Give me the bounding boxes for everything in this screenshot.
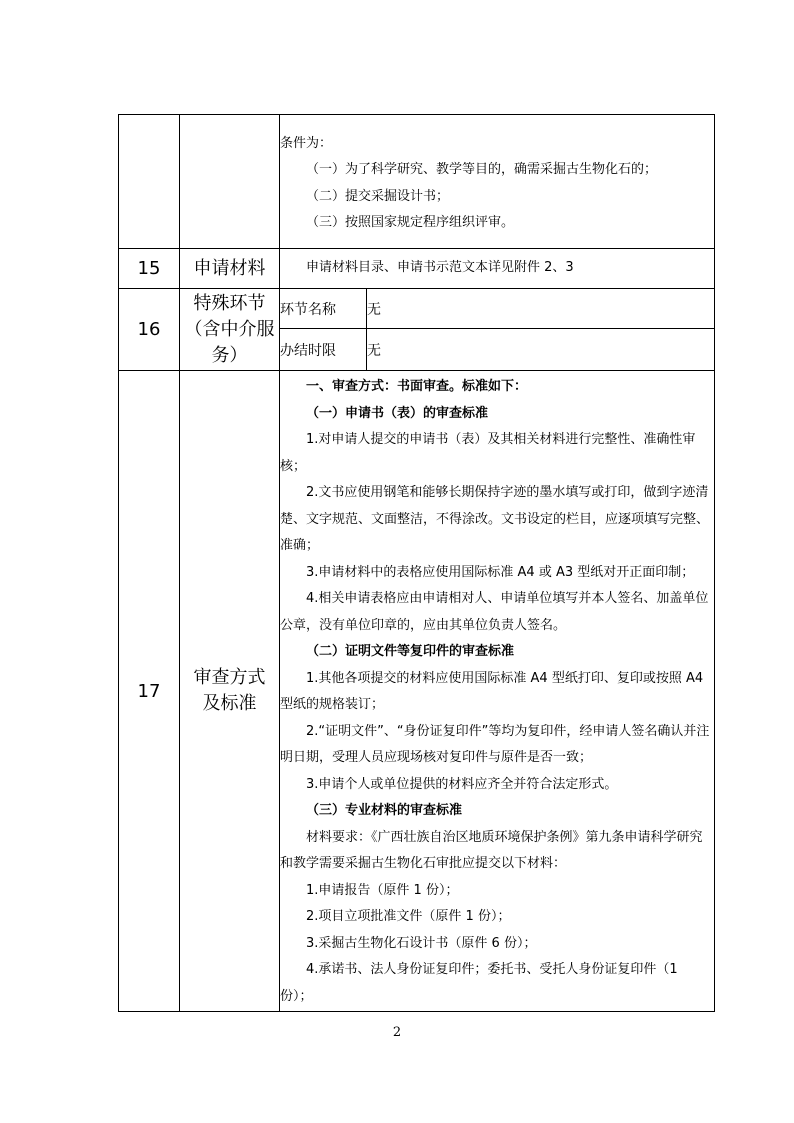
text-line: 1.其他各项提交的材料应使用国际标准 A4 型纸打印、复印或按照 A4 型纸的规格装订； [280,670,704,712]
title-line: 务） [211,344,248,366]
subsection-heading: （一）申请书（表）的审查标准 [306,405,489,421]
sub-value: 无 [367,329,715,371]
text-line: 2.项目立项批准文件（原件 1 份）； [306,909,511,924]
title-line: 特殊环节 [193,292,266,314]
row-title [180,371,280,1012]
row-16-a [119,289,715,329]
text-line: （一）为了科学研究、教学等目的，确需采掘古生物化石的； [306,162,658,177]
text-line: 条件为： [280,135,333,151]
text-line: （二）提交采掘设计书； [306,188,450,204]
text-line: 3.申请个人或单位提供的材料应齐全并符合法定形式。 [306,776,618,792]
row-17-content [280,371,715,1012]
row-15-content [280,249,715,289]
row-title [180,289,280,371]
sub-label: 环节名称 [280,289,367,329]
text-line: 3.申请材料中的表格应使用国际标准 A4 或 A3 型纸对开正面印制； [306,564,695,580]
row-14-content [280,115,715,249]
text-line: （三）按照国家规定程序组织评审。 [306,215,515,230]
section-heading: 一、审查方式：书面审查。标准如下： [306,379,528,394]
service-guide-table [118,114,715,1012]
row-17 [119,371,715,1012]
title-line: 审查方式 [193,667,266,688]
row-14-continuation [119,115,715,249]
text-line: 1.申请报告（原件 1 份）； [306,882,459,898]
row-number: 16 [119,289,180,371]
row-title: 申请材料 [180,249,280,289]
text-line: 材料要求：《广西壮族自治区地质环境保护条例》第九条申请科学研究和教学需要采掘古生物化石审批应提交以下材料： [280,829,703,871]
text-line: 2.“证明文件”、“身份证复印件”等均为复印件，经申请人签名确认并注明日期，受理人员应现场核对复印件与原件是否一致； [280,723,710,765]
text-line: 1.对申请人提交的申请书（表）及其相关材料进行完整性、准确性审核； [280,432,696,474]
text-line: 2.文书应使用钢笔和能够长期保持字迹的墨水填写或打印，做到字迹清楚、文字规范、文面整洁，不得涂改。文书设定的栏目，应逐项填写完整、准确； [280,485,710,553]
sub-label: 办结时限 [280,329,367,371]
title-line: （含中介服 [184,318,275,340]
row-number: 17 [119,371,180,1012]
subsection-heading: （三）专业材料的审查标准 [306,803,463,818]
text-line: 4.承诺书、法人身份证复印件；委托书、受托人身份证复印件（1 份）； [280,962,678,1004]
title-line: 及标准 [202,693,257,714]
text-line: 4.相关申请表格应由申请相对人、申请单位填写并本人签名、加盖单位公章，没有单位印章的，应由其单位负责人签名。 [280,591,709,633]
page-number: 2 [392,1025,402,1040]
text-line: 3.采掘古生物化石设计书（原件 6 份）； [306,935,537,951]
text-line: 申请材料目录、申请书示范文本详见附件 2、3 [306,260,574,276]
row-number: 15 [119,249,180,289]
row-14-num-cell [119,115,180,249]
row-14-title-cell [180,115,280,249]
subsection-heading: （二）证明文件等复印件的审查标准 [306,644,515,659]
sub-value: 无 [367,289,715,329]
row-15 [119,249,715,289]
